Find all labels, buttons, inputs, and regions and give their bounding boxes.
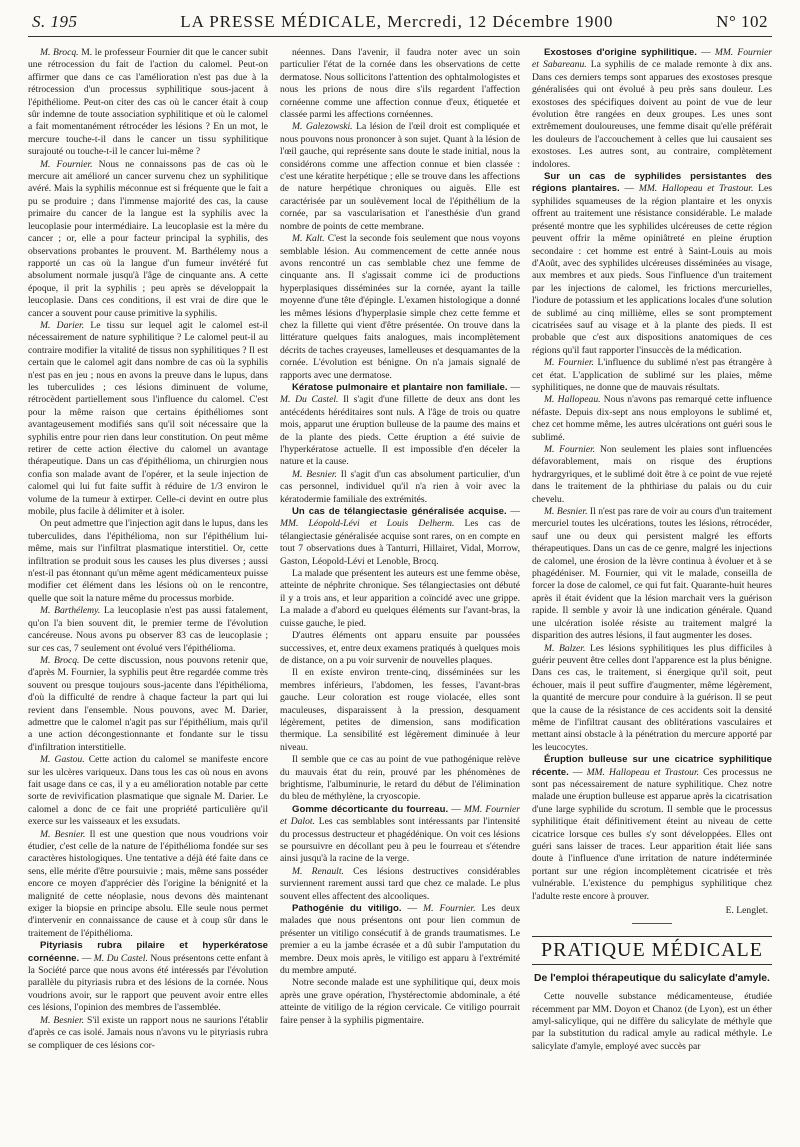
author-signature: E. Lenglet. [725,905,768,917]
paragraph-text: Ces lésions destructives considérables surviennent rarement aussi tard que chez ce malade. Le plus souvent elles affectent des alcooliques. [280,865,520,902]
section-heading: PRATIQUE MÉDICALE [532,936,772,964]
paragraph-text: S'il existe un rapport nous ne saurions l'établir d'après ce cas isolé. Jamais nous n'avons vu le pityriasis rubra se compliquer de ces lésions cor- [28,1014,268,1051]
article-title: De l'emploi thérapeutique du salicylate d'amyle. [534,972,770,984]
paragraph-text: Notre seconde malade est une syphilitique qui, deux mois après une grave opération, l'hystérectomie abdominale, a été atteinte de vitiligo de la région cervicale. Ce vitiligo pourrait faire penser à la syphilis pigmentaire. [280,977,520,1026]
paragraph [28,1015,268,1052]
paragraph-text: Nous présentons cette enfant à la Société parce que nous avons été intéressés par l'évolution parallèle du pityriasis rubra et des lésions de la cornée. Nous voudrions avoir, sur le rapport que peuvent avoir entre elles ces lésions, l'opinion des membres de l'assemblée. [28,952,268,1014]
paragraph [28,829,268,941]
paragraph-text: Il semble que ce cas au point de vue pathogénique relève du mauvais état du rein, prouvé par les phénomènes de brightisme, l'albuminurie, le retard du début de l'élimination du bleu de méthylène, la cryoscopie. [280,754,520,803]
speaker-name: M. Hallopeau. [544,394,601,406]
paragraph-text: Non seulement les plaies sont influencées défavorablement, mais on risque des éruptions hydrargyriques, et le sublimé doit être à ce point de vue rejeté dans le traitement de la phthiriase du palais ou du cuir chevelu. [532,444,772,505]
paragraph [280,568,520,630]
speaker-name: M. Besnier. [40,828,86,840]
paragraph-text: Ces processus ne sont pas nécessairement de nature syphilitique. Chez notre malade une éruption bulleuse est apparue après la cicatrisation d'une large syphilide du scrotum. Il semble que le processus syphilitique était définitivement éteint au niveau de cette cicatrice lorsque ces bulles s'y sont développées. Elles ont guéri sans laisser de traces. Leur apparition était liée sans doute à l'influence d'une irritation de nature indéterminée portant sur une région incomplètement cicatrisée et très vulnérable. L'existence du pemphigus syphilitique chez l'adulte reste encore à prouver. [532,766,772,902]
paragraph-text: Il est une question que nous voudrions voir étudier, c'est celle de la nature de l'épithélioma fondée sur ses caractères histologiques. Une tentative a déjà été faite dans ce sens, elle mérite d'être poursuivie ; mais, même sans posséder encore ce moyen d'apprécier dès l'origine la bénignité et la malignité de cette néoplasie, nous devons dès maintenant exiger la biopsie en principe absolu. Elle seule nous permet d'intervenir en connaissance de cause et à coup sûr dans le traitement de l'épithélioma. [28,828,268,939]
paragraph [532,444,772,506]
speaker-name: MM. Léopold-Lévi et Louis Delherm. [280,518,455,530]
paragraph-text: Nous ne connaissons pas de cas où le mercure ait amélioré un cancer survenu chez un syphilitique avéré. Mais la syphilis méconnue est si fréquente que le fait a pu se produire ; dans l'immense majorité des cas, la cause primaire du cancer de la langue est la syphilis avec la leucoplasie pour intermédiaire. La leucoplasie est la mère du cancer ; or, elle a pour facteur principal la syphilis, des observations probantes le prouvent. M. Barthélemy nous a rapporté un cas où la langue d'un fumeur invétéré fut absolument normale jusqu'à l'âge de cinquante ans. A cette époque, il prit la syphilis ; peu après se développait la leucoplasie. Dans ces conditions, il est vrai de dire que le cancer a souvent pour cause primitive la syphilis. [28,158,268,319]
speaker-name: MM. Hallopeau et Trastour. [638,183,754,195]
column-3 [532,47,772,1147]
speaker-name: MM. Hallopeau et Trastour. [586,766,700,778]
section-title: Un cas de télangiectasie généralisée acquise. [292,506,507,518]
paragraph-text: L'influence du sublimé n'est pas étrangère à cet état. L'application de sublimé sur les plaies, même syphilitiques, ne donne que de mauvais résultats. [532,357,772,393]
speaker-name: M. Darier. [40,319,85,331]
paragraph [28,320,268,519]
paragraph: Kératose pulmonaire et plantaire non familiale. — M. Du Castel. Il s'agit d'une fillette de deux ans dont les antécédents héréditaires sont nuls. A l'âge de trois ou quatre mois, apparut une éruption bulleuse de la paume des mains et de la plante des pieds. Cette éruption a été suivie de l'hyperkératose actuelle. Il est impossible d'en déceler la nature et la cause. [280,381,520,468]
paragraph: Éruption bulleuse sur une cicatrice syphilitique récente. — MM. Hallopeau et Trastour. Ces processus ne sont pas nécessairement de nature syphilitique. Chez notre malade une éruption bulleuse est apparue après la cicatrisation d'une large syphilide du scrotum. Il semble que le processus syphilitique était définitivement éteint au niveau de cette cicatrice lorsque ces bulles s'y sont développées. Elles ont guéri sans laisser de traces. Leur apparition était liée sans doute à l'influence d'une irritation de nature indéterminée portant sur une région incomplètement cicatrisée et très vulnérable. L'existence du pemphigus syphilitique chez l'adulte reste encore à prouver. [532,754,772,902]
paragraph [532,394,772,444]
paragraph: Pityriasis rubra pilaire et hyperkératose cornéenne. — M. Du Castel. Nous présentons cette enfant à la Société parce que nous avons été intéressés par l'évolution parallèle du pityriasis rubra et des lésions de la cornée. Nous voudrions avoir, sur le rapport que peuvent avoir entre elles ces lésions, l'opinion des membres de l'assemblée. [28,940,268,1014]
paragraph-text: Les lésions syphilitiques les plus difficiles à guérir peuvent être celles dont l'apparence est la plus bénigne. Dans ces cas, le traitement, si énergique qu'il soit, peut échouer, mais il peut suffire d'augmenter, même légèrement, la quantité de mercure pour conduire à la guérison. Il se peut que la cause de la résistance de ces accidents soit la densité même de l'infiltrat causant des oblitérations vasculaires et mettant ainsi obstacle à la pénétration du mercure apporté par les leucocytes. [532,642,772,753]
paragraph-text: M. le professeur Fournier dit que le cancer subit une rétrocession du fait de l'action du calomel. Peut-on affirmer que dans ce cas l'amélioration n'est pas due à la rétrocession d'un processus syphilitique sous-jacent à l'épithéliome. Peut-on citer des cas où le cancer était à coup sûr indemne de toute association syphilitique et où le calomel a fait momentanément rétrocéder les lésions ? En un mot, le mercure touche-t-il dans le cancer un tissu syphilitique surajouté ou touche-t-il le cancer lui-même ? [28,47,268,158]
paragraph: Un cas de télangiectasie généralisée acquise. — MM. Léopold-Lévi et Louis Delherm. Les cas de télangiectasie généralisée acquise sont rares, on en compte en tout 7 observations dues à Tanturri, Hillairet, Vidal, Morrow, Gaston, Léopold-Lévi et Lenoble, Brocq. [280,506,520,567]
paragraph-text: De cette discussion, nous pouvons retenir que, d'après M. Fournier, la syphilis peut être regardée comme très souvent ou presque toujours sous-jacente dans l'épithélioma, d'où la difficulté de rendre à chaque facteur la part qui lui revient dans l'ensemble. Nous pouvons, avec M. Darier, admettre que le calomel n'agit pas sur l'épithélium, mais qu'il a une action décongestionnante et fondante sur le tissu d'infiltration interstitielle. [28,654,268,753]
section-title: Kératose pulmonaire et plantaire non familiale. [292,381,508,393]
paragraph [280,630,520,667]
paragraph [532,506,772,642]
speaker-name: M. Fournier. [40,158,93,170]
paragraph [280,754,520,804]
issue-number: N° 102 [716,12,768,31]
paragraph-text: néennes. Dans l'avenir, il faudra noter avec un soin particulier l'état de la cornée dans les observations de cette dermatose. Nous sollicitons l'attention des ophtalmologistes et nous les prions de nous dire s'ils regardent l'affection cornéenne comme une affection connue d'eux, étiquetée et classée parmi les affections cornéennes. [280,47,520,121]
paragraph [28,159,268,320]
paragraph [280,121,520,233]
column-2 [280,47,520,1147]
speaker-name: M. Kalt. [292,233,325,245]
paragraph [28,754,268,828]
paragraph-text: Les cas de télangiectasie généralisée acquise sont rares, on en compte en tout 7 observations dues à Tanturri, Hillairet, Vidal, Morrow, Gaston, Léopold-Lévi et Lenoble, Brocq. [280,518,520,567]
paragraph [280,977,520,1027]
section-title: Éruption bulleuse sur une cicatrice syphilitique récente. [532,754,772,778]
speaker-name: M. Fournier. [423,903,476,915]
paragraph: Pathogénie du vitiligo. — M. Fournier. Les deux malades que nous présentons ont pour lien commun de présenter un vitiligo consécutif à de grands traumatismes. Le premier a eu la jambe écrasée et a dû subir l'amputation du membre. Deux mois après, le vitiligo est apparu à l'extrémité du membre amputé. [280,903,520,977]
paragraph-text: Le tissu sur lequel agit le calomel est-il nécessairement de nature syphilitique ? Le calomel peut-il au contraire modifier la vitalité de tissus non syphilitiques ? Il est certain que le calomel agit dans nombre de cas où la syphilis n'est pas en jeu ; nous en avons la preuve dans le lupus, dans les tuberculides ; ces lésions diminuent de volume, rétrocèdent partiellement sous l'influence du calomel. C'est pour la même raison que certains épithéliomes sont avantageusement modifiés sans qu'il soit nécessaire que la syphilis entre pour rien dans leur constitution. On peut même retirer de cette action élective du calomel un avantage thérapeutique. Dans un cas d'épithélioma, un chirurgien nous confia son malade avant de l'opérer, et la seule injection de calomel qui lui fut faite suffit à réduire de 1/3 environ le volume de la tumeur à extirper. Celle-ci devint en outre plus mobile, plus facile à délimiter et à isoler. [28,319,268,518]
speaker-name: M. Renault. [292,865,344,877]
paragraph-text: La syphilis de ce malade remonte à dix ans. Dans ces derniers temps sont apparues des exostoses presque généralisées qui ont évolué à peu près sans douleur. Les exostoses des spécifiques doivent au point de vue de leur évolution être rangées en deux groupes. Les unes sont extrêmement douloureuses, une femme disait qu'elle préférait les douleurs de l'accouchement à celles que lui causaient ses exostoses. Les autres sont, au contraire, complètement indolores. [532,59,772,170]
paragraph [28,605,268,655]
paragraph: Exostoses d'origine syphilitique. — MM. Fournier et Sabareanu. La syphilis de ce malade remonte à dix ans. Dans ces derniers temps sont apparues des exostoses presque généralisées qui ont évolué à peu près sans douleur. Les exostoses des spécifiques doivent au point de vue de leur évolution être rangées en deux groupes. Les unes sont extrêmement douloureuses, une femme disait qu'elle préférait les douleurs de l'accouchement à celles que lui causaient ses exostoses. Les autres sont, au contraire, complètement indolores. [532,47,772,170]
paragraph [280,866,520,903]
paragraph-text: Il s'agit d'une fillette de deux ans dont les antécédents héréditaires sont nuls. A l'âge de trois ou quatre mois, apparut une éruption bulleuse de la paume des mains et de la plante des pieds. Cette éruption a été suivie de l'hyperkératose actuelle. Il est impossible d'en déceler la nature et la cause. [280,394,520,468]
paragraph: Gomme décorticante du fourreau. — MM. Fournier et Dalot. Les cas semblables sont intéressants par l'intensité du processus destructeur et phagédénique. On voit ces lésions se poursuivre en décollant peu à peu le fourreau et s'étendre ainsi jusqu'à la racine de la verge. [280,803,520,865]
paragraph-text: On peut admettre que l'injection agit dans le lupus, dans les tuberculides, dans l'épithélioma, non sur l'épithélium lui-même, mais sur l'infiltrat plasmatique interstitiel. Or, cette infiltration se produit sous les causes les plus diverses ; aussi n'est-il pas étonnant qu'un même agent médicamenteux puisse modifier cet élément dans les lésions où on le rencontre, quelle que soit la nature même du processus morbide. [28,518,268,604]
paragraph-text: Les cas semblables sont intéressants par l'intensité du processus destructeur et phagédénique. On voit ces lésions se poursuivre en décollant peu à peu le fourreau et s'étendre ainsi jusqu'à la racine de la verge. [280,816,520,865]
page-number: S. 195 [32,12,78,31]
paragraph [532,643,772,755]
paragraph [532,357,772,394]
speaker-name: M. Gastou. [40,754,85,766]
paragraph-text: D'autres éléments ont apparu ensuite par poussées successives, et, entre deux examens pratiqués à quelques mois de distance, on a pu voir survenir de nouvelles plaques. [280,630,520,666]
section-title: Gomme décorticante du fourreau. [292,803,449,815]
speaker-name: MM. Fournier et Dalot. [280,803,520,828]
paragraph [28,47,268,159]
speaker-name: MM. Fournier et Sabareanu. [532,47,772,71]
section-title: Pityriasis rubra pilaire et hyperkératose cornéenne. [28,940,268,964]
divider [632,923,672,924]
paragraph [280,47,520,121]
speaker-name: M. Brocq. [40,47,79,58]
paragraph [280,469,520,506]
paragraph-text: Il n'est pas rare de voir au cours d'un traitement mercuriel toutes les ulcérations, toutes les lésions, rétrocéder, sauf une ou deux qui persistent malgré les efforts thérapeutiques. Dans un cas de ce genre, malgré les injections de calomel, une érosion de la lèvre continua à évoluer et à se phagédéniser. M. Fournier, qui vit le malade, conseilla de forcer la dose de calomel, ce qui fut fait. Quarante-huit heures après il était évident que la lésion marchait vers la guérison rapide. Il semble y avoir là une indication générale. Quand une ulcération isolée résiste au traitement malgré la disparition des autres lésions, il faut augmenter les doses. [532,506,772,642]
speaker-name: M. Besnier. [292,468,337,480]
speaker-name: M. Barthélemy. [40,605,101,617]
paragraph [28,518,268,605]
speaker-name: M. Brocq. [40,654,80,666]
speaker-name: M. Galezowski. [292,121,353,133]
speaker-name: M. Du Castel. [93,952,148,964]
column-1 [28,47,268,1147]
section-title: Pathogénie du vitiligo. [292,903,402,915]
paragraph [280,667,520,754]
article-paragraph: Cette nouvelle substance médicamenteuse, étudiée récemment par MM. Doyon et Chanoz (de Lyon), est un éther amyl-salicylique, qui ne diffère du salicylate de méthyle que par la substitution du radical amyle au radical méthyle. Le salicylate d'amyle, employé avec succès par [532,991,772,1052]
paragraph-text: La lésion de l'œil droit est compliquée et nous pouvons nous prononcer à son sujet. Quant à la lésion de l'œil gauche, qui représente sans doute le stade initial, nous la considérons comme une affection connue et bien classée : c'est une kératite herpétique ; elle se trouve dans les affections de nature herpétique chroniques ou aiguës. Elle est caractérisée par un soulèvement local de l'épithélium de la cornée, par sa vascularisation et l'anesthésie d'un grand nombre de points de cette membrane. [280,121,520,232]
speaker-name: M. Fournier. [544,357,594,369]
speaker-name: M. Fournier. [544,444,596,455]
speaker-name: M. Du Castel. [280,394,339,406]
columns [28,47,772,1147]
paragraph-text: La leucoplasie n'est pas aussi fatalement, qu'on l'a bien souvent dit, le premier terme de l'évolution cancéreuse. Nous avons pu observer 83 cas de leucoplasie ; sur ces cas, 7 seulement ont évolué vers l'épithélioma. [28,605,268,654]
speaker-name: M. Besnier. [544,506,588,518]
paragraph-text: La malade que présentent les auteurs est une femme obèse, atteinte de néphrite chronique. Ses télangiectasies ont débuté il y a trois ans, et leur apparition a coïncidé avec une grippe. La malade a d'abord eu quelques éléments sur l'avant-bras, la cuisse gauche, le pied. [280,568,520,629]
paragraph-text: Nous n'avons pas remarqué cette influence néfaste. Depuis dix-sept ans nous employons le sublimé et, chez cet homme même, les autres ulcérations ont guéri sous le sublimé. [532,394,772,443]
section-title: Sur un cas de syphilides persistantes des régions plantaires. [532,171,772,195]
paragraph-text: Les deux malades que nous présentons ont pour lien commun de présenter un vitiligo consécutif à de grands traumatismes. Le premier a eu la jambe écrasée et a dû subir l'amputation du membre. Deux mois après, le vitiligo est apparu à l'extrémité du membre amputé. [280,903,520,977]
speaker-name: M. Besnier. [40,1014,85,1026]
paragraph-text: C'est la seconde fois seulement que nous voyons semblable lésion. Au commencement de cette année nous avons rencontré un cas semblable chez une femme de cinquante ans. Il s'agissait comme ici de productions hyperplasiques disséminées sur la cornée, ayant la taille moyenne d'une tête d'épingle. L'examen histologique a donné les mêmes lésions d'hyperplasie simple chez cette femme et chez la fillette qui vient d'être présentée. On trouve dans la littérature quelques faits analogues, mais incomplètement décrits de taches crayeuses, lamelleuses et desquamantes de la cornée. L'évolution est bénigne. On n'a jamais signalé de rapports avec une dermatose. [280,233,520,381]
paragraph-text: Il en existe environ trente-cinq, disséminées sur les membres inférieurs, l'abdomen, les fesses, l'avant-bras gauche. Leur coloration est rouge violacée, elles sont maculeuses, disparaissent à la pression, desquament légèrement, petites de dimension, sans modification thermique. La sensibilité est légèrement diminuée à leur niveau. [280,667,520,753]
page-header [28,12,772,37]
column-3-body [532,47,772,903]
paragraph: Sur un cas de syphilides persistantes des régions plantaires. — MM. Hallopeau et Trastour. Les syphilides squameuses de la région plantaire et les onyxis offrent au traitement une résistance considérable. Le malade présenté montre que les syphilides ulcéreuses de cette région peuvent offrir la même opiniâtreté en pleine éruption secondaire : cet homme est entré à Saint-Louis au mois d'Août, avec des syphilides ulcéreuses disséminées au visage, aux membres et aux pieds. Sous l'influence d'un traitement par les injections de calomel, les frictions mercurielles, l'iodure de potassium et les applications locales d'une solution de sublimé au cinq millième, elles se sont promptement cicatrisées sauf au visage et à la plante des pieds. Il est probable que c'est aux dispositions anatomiques de ces régions qu'il faut rapporter l'insuccès de la médication. [532,171,772,356]
section-title: Exostoses d'origine syphilitique. [544,47,697,58]
paragraph [28,655,268,754]
paragraph [280,233,520,382]
speaker-name: M. Balzer. [544,642,586,654]
journal-name: LA PRESSE MÉDICALE, [180,12,383,31]
paragraph-text: Cette action du calomel se manifeste encore sur les ulcères variqueux. Dans tous les cas où nous en avons fait usage dans ce cas, il y a eu amélioration notable par cette sorte de revivification plasmatique que signale M. Darier. Le calomel a donc de ce fait une propriété particulière qu'il exerce sur les vaisseaux et les exsudats. [28,754,268,828]
journal-title [180,12,613,32]
paragraph-text: Les syphilides squameuses de la région plantaire et les onyxis offrent au traitement une résistance considérable. Le malade présenté montre que les syphilides ulcéreuses de cette région peuvent offrir la même opiniâtreté en pleine éruption secondaire : cet homme est entré à Saint-Louis au mois d'Août, avec des syphilides ulcéreuses disséminées au visage, aux membres et aux pieds. Sous l'influence d'un traitement par les injections de calomel, les frictions mercurielles, l'iodure de potassium et les applications locales d'une solution de sublimé au cinq millième, elles se sont promptement cicatrisées sauf au visage et à la plante des pieds. Il est probable que c'est aux dispositions anatomiques de ces régions qu'il faut rapporter l'insuccès de la médication. [532,183,772,356]
issue-date: Mercredi, 12 Décembre 1900 [387,12,614,31]
paragraph-text: Il s'agit d'un cas absolument particulier, d'un cas personnel, individuel qu'il n'a rien à voir avec la kératodermie familiale des extrémités. [280,468,520,505]
